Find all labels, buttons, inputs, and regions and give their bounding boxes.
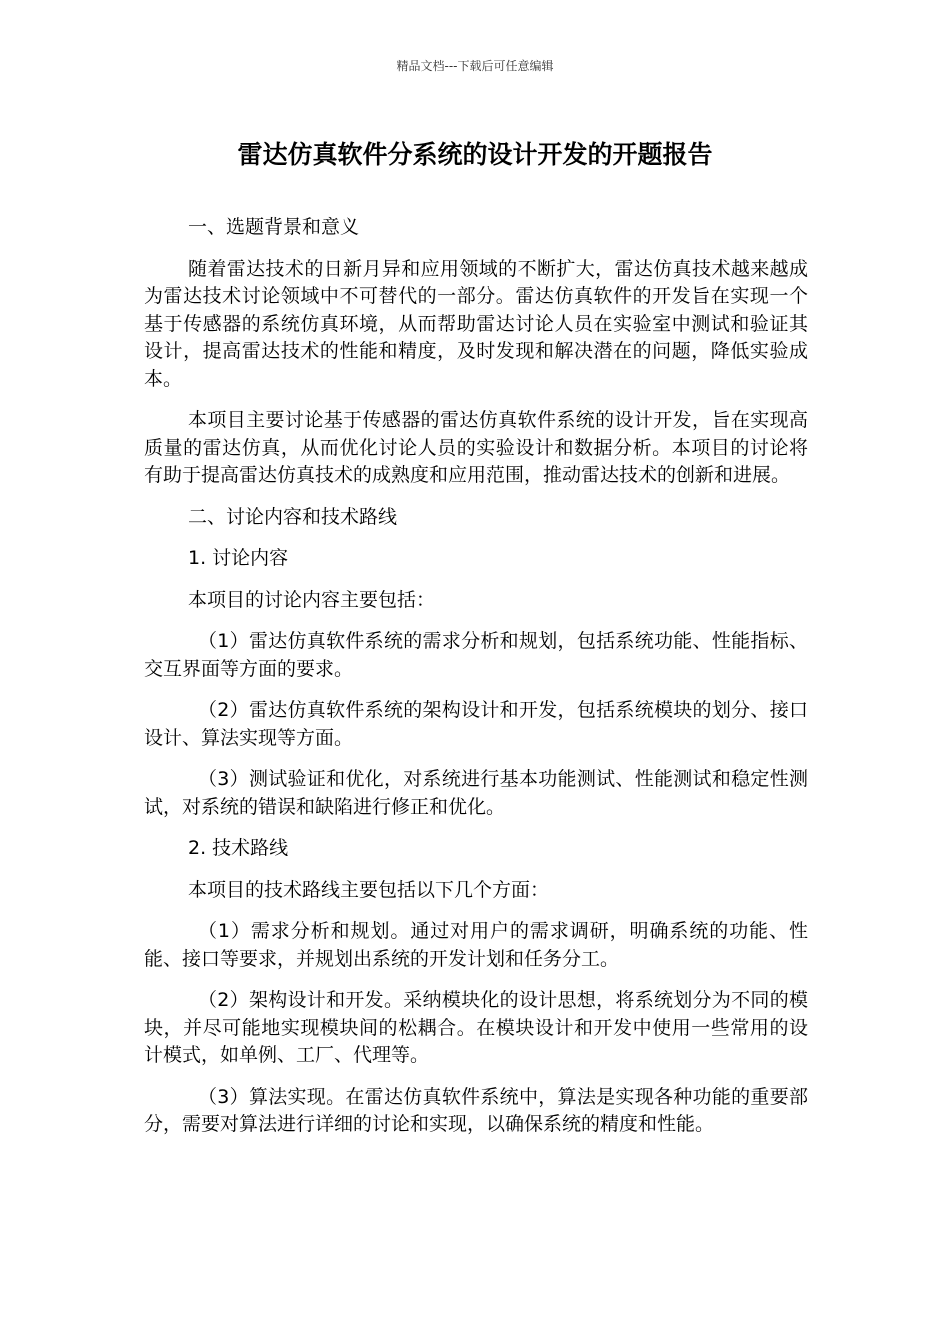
paragraph-research-intro: 本项目的讨论内容主要包括：	[188, 588, 436, 611]
list-item-research-2: （2）雷达仿真软件系统的架构设计和开发，包括系统模块的划分、接口设计、算法实现等方面。	[144, 699, 808, 749]
subheading-research-content: 1. 讨论内容	[188, 547, 289, 569]
paragraph-route-intro: 本项目的技术路线主要包括以下几个方面：	[188, 878, 550, 901]
subheading-technical-route: 2. 技术路线	[188, 837, 289, 859]
list-item-route-2: （2）架构设计和开发。采纳模块化的设计思想，将系统划分为不同的模块，并尽可能地实现模块间的松耦合。在模块设计和开发中使用一些常用的设计模式，如单例、工厂、代理等。	[144, 989, 808, 1066]
list-item-research-3: （3）测试验证和优化，对系统进行基本功能测试、性能测试和稳定性测试，对系统的错误和缺陷进行修正和优化。	[144, 768, 808, 818]
page-header-note: 精品文档---下载后可任意编辑	[396, 59, 554, 73]
section-heading-research: 二、讨论内容和技术路线	[188, 505, 398, 528]
section-heading-background: 一、选题背景和意义	[188, 216, 360, 238]
document-body	[144, 214, 808, 1153]
paragraph-background-2: 本项目主要讨论基于传感器的雷达仿真软件系统的设计开发，旨在实现高质量的雷达仿真，从而优化讨论人员的实验设计和数据分析。本项目的讨论将有助于提高雷达仿真技术的成熟度和应用范围，推动雷达技术的创新和进展。	[144, 409, 808, 486]
list-item-research-1: （1）雷达仿真软件系统的需求分析和规划，包括系统功能、性能指标、交互界面等方面的要求。	[144, 630, 808, 680]
list-item-route-1: （1）需求分析和规划。通过对用户的需求调研，明确系统的功能、性能、接口等要求，并规划出系统的开发计划和任务分工。	[144, 920, 808, 970]
document-title: 雷达仿真软件分系统的设计开发的开题报告	[237, 140, 713, 169]
list-item-route-3: （3）算法实现。在雷达仿真软件系统中，算法是实现各种功能的重要部分，需要对算法进行详细的讨论和实现，以确保系统的精度和性能。	[144, 1085, 808, 1135]
paragraph-background-1: 随着雷达技术的日新月异和应用领域的不断扩大，雷达仿真技术越来越成为雷达技术讨论领域中不可替代的一部分。雷达仿真软件的开发旨在实现一个基于传感器的系统仿真环境，从而帮助雷达讨论人员在实验室中测试和验证其设计，提高雷达技术的性能和精度，及时发现和解决潜在的问题，降低实验成本。	[144, 257, 808, 390]
